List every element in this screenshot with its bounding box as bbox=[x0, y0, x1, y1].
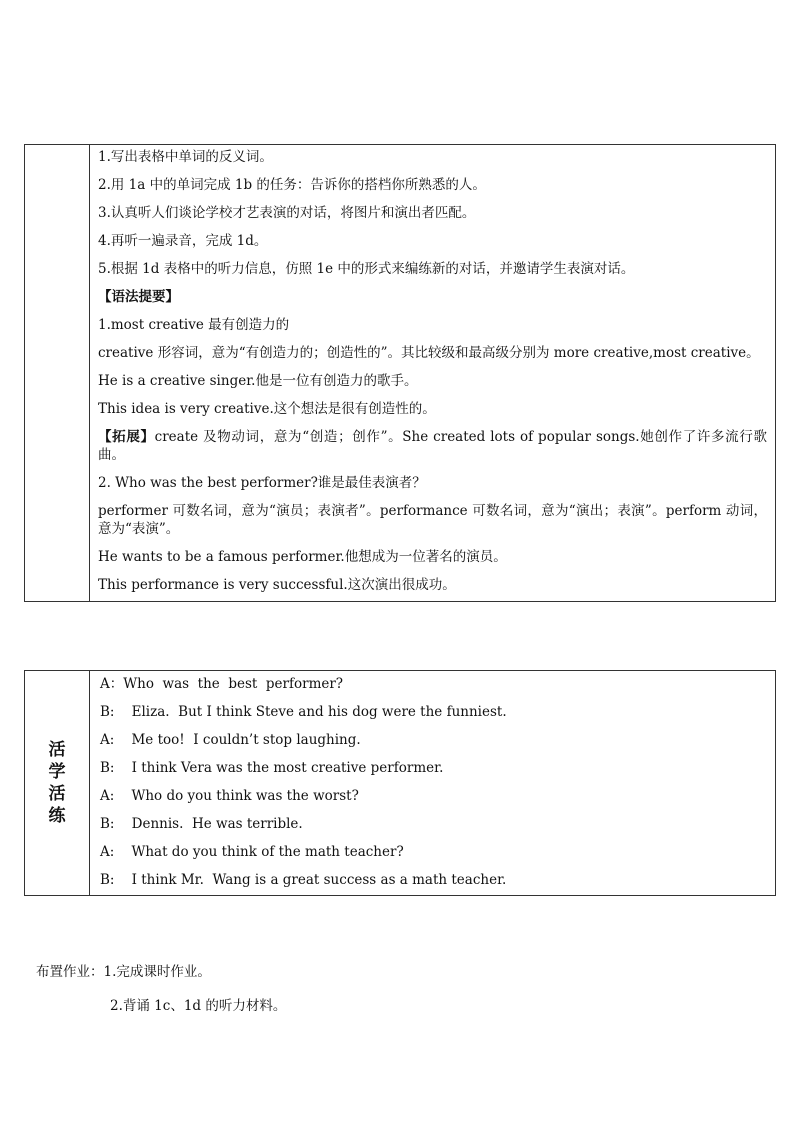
step-2: 2.用 1a 中的单词完成 1b 的任务：告诉你的搭档你所熟悉的人。 bbox=[98, 177, 486, 193]
expand-label: 【拓展】 bbox=[98, 429, 155, 445]
dialogue-cell bbox=[90, 671, 776, 896]
dialogue-line: B: Eliza. But I think Steve and his dog were the funniest. bbox=[100, 704, 507, 720]
lesson-steps-table bbox=[24, 144, 776, 602]
dialogue-line: A：Who was the best performer? bbox=[100, 676, 344, 692]
grammar-item2-example1: He wants to be a famous performer.他想成为一位著名的演员。 bbox=[98, 549, 507, 565]
table1-content-cell bbox=[90, 145, 776, 602]
homework-line-2: 2.背诵 1c、1d 的听力材料。 bbox=[110, 998, 287, 1014]
dialogue-line: B: I think Vera was the most creative performer. bbox=[100, 760, 444, 776]
step-1: 1.写出表格中单词的反义词。 bbox=[98, 149, 273, 165]
dialogue-line: A: Me too! I couldn’t stop laughing. bbox=[100, 732, 361, 748]
step-4: 4.再听一遍录音，完成 1d。 bbox=[98, 233, 268, 249]
dialogue-line: A: What do you think of the math teacher? bbox=[100, 844, 404, 860]
practice-label-char: 练 bbox=[48, 806, 66, 826]
grammar-expand bbox=[90, 425, 775, 471]
practice-label-char: 学 bbox=[48, 762, 66, 782]
practice-label-char: 活 bbox=[48, 784, 66, 804]
table1-left-cell bbox=[25, 145, 90, 602]
grammar-heading: 【语法提要】 bbox=[98, 289, 179, 305]
grammar-item2-title: 2. Who was the best performer?谁是最佳表演者？ bbox=[98, 475, 426, 491]
grammar-item2-example2: This performance is very successful.这次演出很成功。 bbox=[98, 577, 456, 593]
step-3: 3.认真听人们谈论学校才艺表演的对话，将图片和演出者匹配。 bbox=[98, 205, 476, 221]
grammar-item2-explain: performer 可数名词，意为“演员；表演者”。performance 可数名词，意为“演出；表演”。perform 动词，意为“表演”。 bbox=[98, 503, 767, 537]
grammar-item1-explain: creative 形容词，意为“有创造力的；创造性的”。其比较级和最高级分别为 more creative,most creative。 bbox=[98, 345, 760, 361]
dialogue-line: B: Dennis. He was terrible. bbox=[100, 816, 303, 832]
step-5: 5.根据 1d 表格中的听力信息，仿照 1e 中的形式来编练新的对话，并邀请学生表演对话。 bbox=[98, 261, 635, 277]
practice-table bbox=[24, 670, 776, 896]
grammar-item1-example1: He is a creative singer.他是一位有创造力的歌手。 bbox=[98, 373, 418, 389]
practice-label bbox=[25, 671, 90, 896]
practice-label-char: 活 bbox=[48, 740, 66, 760]
dialogue-line: A: Who do you think was the worst? bbox=[100, 788, 359, 804]
homework-line-1: 布置作业：1.完成课时作业。 bbox=[36, 964, 211, 980]
grammar-item1-title: 1.most creative 最有创造力的 bbox=[98, 317, 290, 333]
dialogue-line: B: I think Mr. Wang is a great success as a math teacher. bbox=[100, 872, 507, 888]
grammar-item1-example2: This idea is very creative.这个想法是很有创造性的。 bbox=[98, 401, 436, 417]
expand-text: create 及物动词，意为“创造；创作”。She created lots of popular songs.她创作了许多流行歌曲。 bbox=[98, 429, 767, 463]
